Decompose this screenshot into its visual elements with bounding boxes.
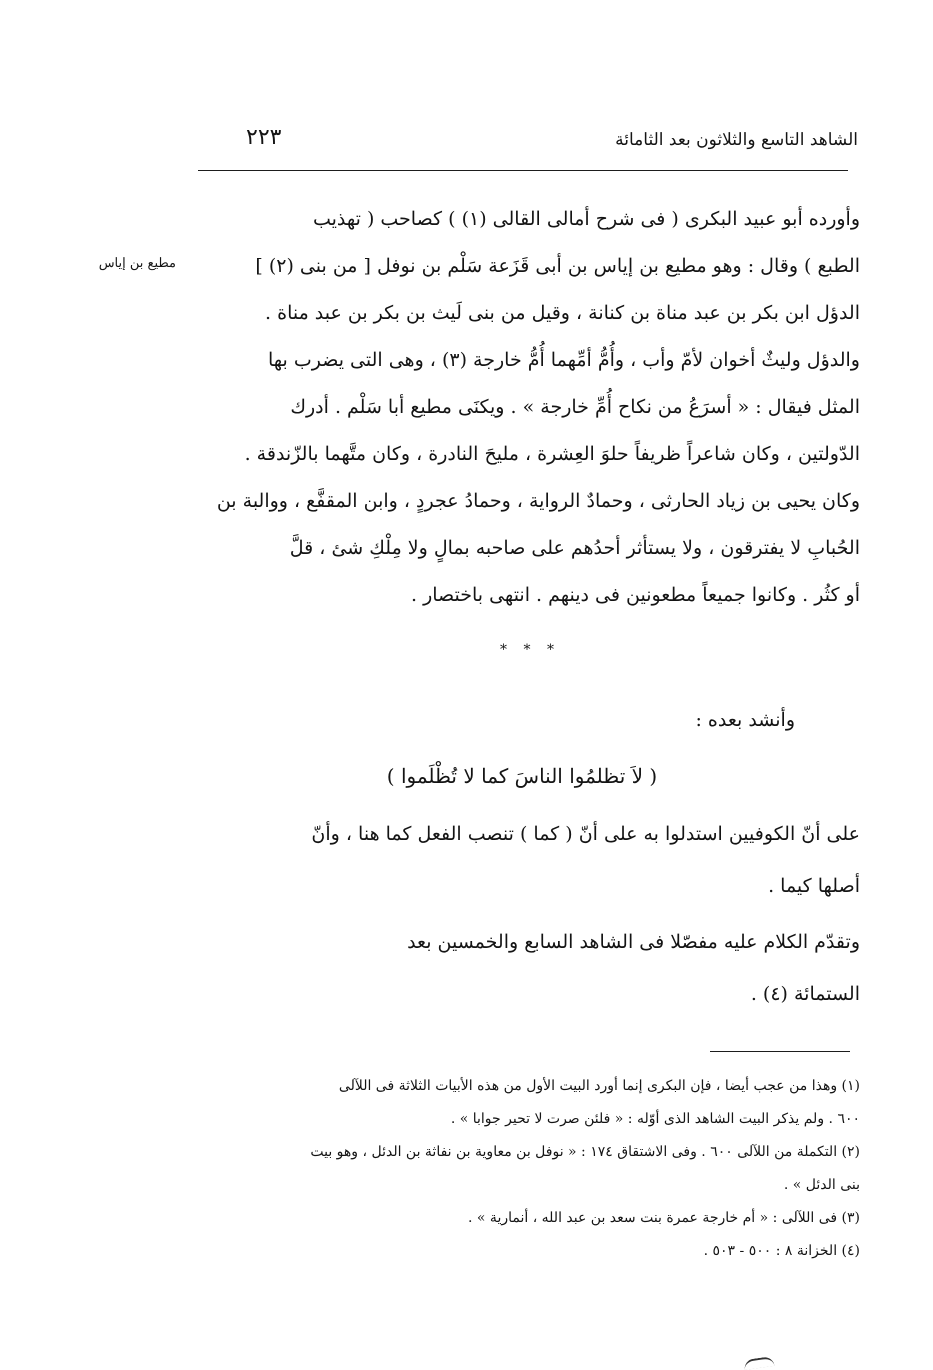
header-rule <box>198 170 848 171</box>
section-ornament: * * * <box>500 642 560 658</box>
paragraph-line: وكان يحيى بن زياد الحارثى ، وحمادٌ الرواية ، وحمادُ عجردٍ ، وابن المقفَّع ، ووالبة بن <box>216 490 860 512</box>
paragraph-line: الطبع ) وقال : وهو مطيع بن إياس بن أبى قَزَعة سَلْم بن نوفل [ من بنى (٢) ] <box>255 255 860 277</box>
paragraph-line: الحُبابِ لا يفترقون ، ولا يستأثر أحدُهم على صاحبه بمالٍ ولا مِلْكِ شئ ، قلَّ <box>289 537 860 559</box>
paragraph-line: على أنّ الكوفيين استدلوا به على أنّ ( كما ) تنصب الفعل كما هنا ، وأنّ <box>311 823 860 845</box>
scan-mark <box>743 1356 774 1370</box>
footnote-line: (١) وهذا من عجب أيضا ، فإن البكرى إنما أورد البيت الأول من هذه الأبيات الثلاثة فى اللآلى <box>338 1078 860 1094</box>
paragraph-line: أو كثُر . وكانوا جميعاً مطعونين فى دينهم . انتهى باختصار . <box>410 584 860 606</box>
paragraph-3 <box>210 916 860 1020</box>
paragraph-line: الدّولتين ، وكان شاعراً ظريفاً حلوَ العِشرة ، مليحَ النادرة ، وكان متَّهما بالزّندقة . <box>244 443 860 465</box>
footnote-line: ٦٠٠ . ولم يذكر البيت الشاهد الذى أوّله : « فلئن صرت لا تحير جوابا » . <box>450 1111 860 1127</box>
intro-line: وأنشد بعده : <box>695 709 795 731</box>
footnotes <box>206 1070 860 1268</box>
margin-note: مطيع بن إياس <box>98 256 176 271</box>
footnote-line: (٤) الخزانة ٨ : ٥٠٠ - ٥٠٣ . <box>703 1243 860 1259</box>
paragraph-line: والدؤل وليثٌ أخوان لأمّ وأب ، وأُمُّ أمِّهما أُمُّ خارجة (٣) ، وهى التى يضرب بها <box>267 349 860 371</box>
paragraph-line: وتقدّم الكلام عليه مفصّلا فى الشاهد السابع والخمسين بعد <box>407 931 860 953</box>
page-header <box>198 118 858 170</box>
paragraph-2 <box>210 808 860 912</box>
main-paragraph <box>210 196 860 619</box>
footnote-line: (٣) فى اللآلى : « أم خارجة عمرة بنت سعد بن عبد الله ، أنمارية » . <box>468 1210 860 1226</box>
paragraph-line: الدؤل ابن بكر بن عبد مناة بن كنانة ، وقيل من بنى لَيث بن بكر بن عبد مناة . <box>265 302 860 324</box>
paragraph-line: الستمائة (٤) . <box>750 983 860 1005</box>
footnote-line: بنى الدئل » . <box>783 1177 860 1193</box>
running-title: الشاهد التاسع والثلاثون بعد الثامائة <box>615 130 858 150</box>
verse-line: ( لاَ تظلمُوا الناسَ كما لا تُظْلَموا ) <box>386 764 658 788</box>
paragraph-line: وأورده أبو عبيد البكرى ( فى شرح أمالى القالى (١) ) كصاحب ( تهذيب <box>312 208 860 230</box>
footnote-line: (٢) التكملة من اللآلى ٦٠٠ . وفى الاشتقاق ١٧٤ : « نوفل بن معاوية بن نفاثة بن الدئل ، وهو بيت <box>310 1144 860 1160</box>
paragraph-line: أصلها كيما . <box>768 875 860 897</box>
paragraph-line: المثل فيقال : « أسرَعُ من نكاح أُمِّ خارجة » . ويكنَى مطيع أبا سَلْم . أدرك <box>290 396 860 418</box>
page-number: ٢٢٣ <box>246 125 282 150</box>
footnote-rule <box>710 1051 850 1052</box>
